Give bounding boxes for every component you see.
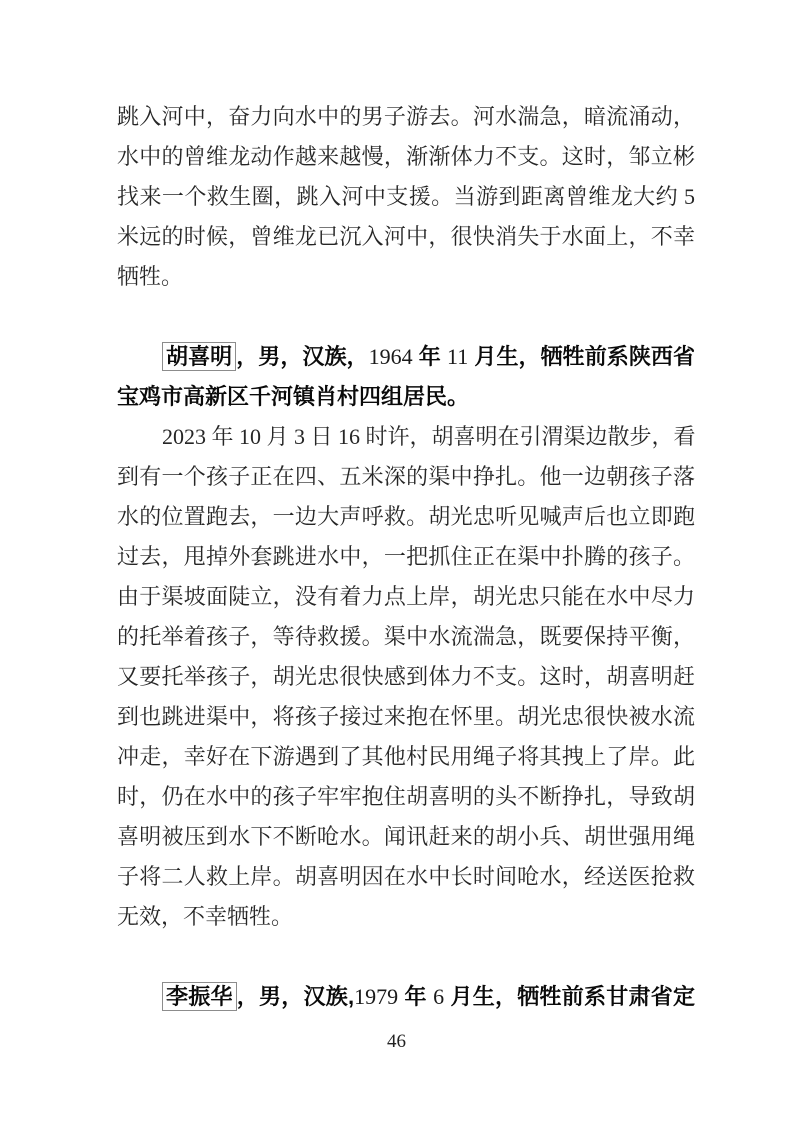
text-line: 胡喜明 ，男，汉族，1964 年 11 月生，牺牲前系陕西省	[117, 337, 695, 377]
text-line: 到有一个孩子正在四、五米深的渠中挣扎。他一边朝孩子落	[117, 464, 695, 489]
text-line: 到也跳进渠中，将孩子接过来抱在怀里。胡光忠很快被水流	[117, 704, 695, 729]
text-line: 冲走，幸好在下游遇到了其他村民用绳子将其拽上了岸。此	[117, 744, 695, 769]
body-paragraph	[117, 417, 695, 937]
text-line: 水中的曾维龙动作越来越慢，渐渐体力不支。这时，邹立彬	[117, 144, 695, 169]
boxed-name: 李振华	[162, 982, 237, 1011]
heading-paragraph	[117, 337, 695, 417]
text-line: 水的位置跑去，一边大声呼救。胡光忠听见喊声后也立即跑	[117, 504, 695, 529]
heading-number: 11	[447, 344, 469, 369]
text-line: 由于渠坡面陡立，没有着力点上岸，胡光忠只能在水中尽力	[117, 584, 695, 609]
heading-number: 1964	[368, 344, 413, 369]
heading-paragraph	[117, 977, 695, 1017]
text-line: 又要托举孩子，胡光忠很快感到体力不支。这时，胡喜明赶	[117, 664, 695, 689]
text-line: 宝鸡市高新区千河镇肖村四组居民。	[117, 384, 470, 409]
text-line: 找来一个救生圈，跳入河中支援。当游到距离曾维龙大约 5	[117, 184, 695, 209]
text-line: 过去，甩掉外套跳进水中，一把抓住正在渠中扑腾的孩子。	[117, 544, 695, 569]
text-line: 米远的时候，曾维龙已沉入河中，很快消失于水面上，不幸	[117, 224, 695, 249]
text-line: 2023 年 10 月 3 日 16 时许，胡喜明在引渭渠边散步，看	[162, 424, 696, 449]
heading-number: 1979	[354, 984, 399, 1009]
text-line: 子将二人救上岸。胡喜明因在水中长时间呛水，经送医抢救	[117, 864, 695, 889]
text-line: 牺牲。	[117, 264, 184, 289]
text-line: 喜明被压到水下不断呛水。闻讯赶来的胡小兵、胡世强用绳	[117, 824, 695, 849]
text-line: 时，仍在水中的孩子牢牢抱住胡喜明的头不断挣扎，导致胡	[117, 784, 695, 809]
boxed-name: 胡喜明	[162, 342, 236, 371]
text-line: 无效，不幸牺牲。	[117, 904, 294, 929]
text-line: 的托举着孩子，等待救援。渠中水流湍急，既要保持平衡，	[117, 624, 695, 649]
body-paragraph	[117, 97, 695, 297]
text-line: 跳入河中，奋力向水中的男子游去。河水湍急，暗流涌动，	[117, 104, 695, 129]
text-line: 李振华 ，男，汉族,1979 年 6 月生，牺牲前系甘肃省定	[117, 977, 695, 1017]
page-number: 46	[387, 1031, 406, 1052]
heading-number: 6	[433, 984, 445, 1009]
page-content	[117, 97, 695, 1017]
